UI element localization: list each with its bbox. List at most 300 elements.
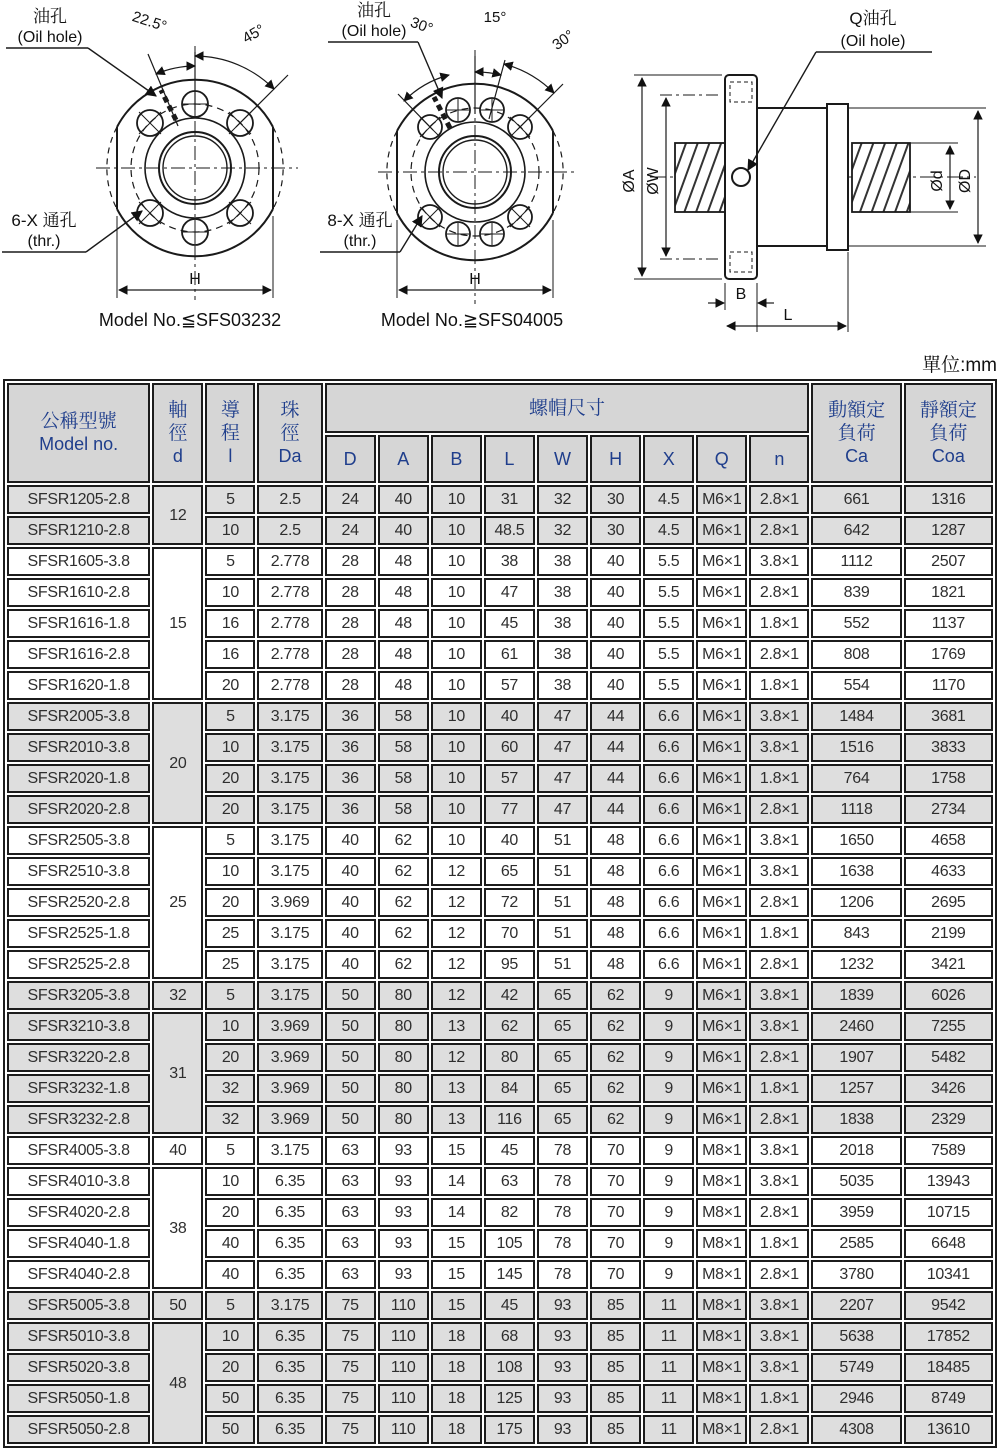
spec-cell: 14: [431, 1198, 482, 1227]
bore-circle: [439, 136, 511, 208]
spec-cell: 20: [205, 795, 255, 824]
spec-cell: 554: [811, 671, 901, 700]
dia-D-label: ØD: [957, 169, 974, 193]
spec-cell: 31: [484, 485, 535, 514]
spec-cell: 5638: [811, 1322, 901, 1351]
spec-cell: 62: [590, 1043, 641, 1072]
table-row: [7, 1291, 993, 1320]
spec-cell: 32: [205, 1105, 255, 1134]
spec-cell: 58: [378, 795, 429, 824]
spec-cell: 2585: [811, 1229, 901, 1258]
model-cell: SFSR1605-3.8: [7, 547, 150, 576]
spec-cell: 2695: [904, 888, 993, 917]
spec-cell: 60: [484, 733, 535, 762]
screw-shaft-right: [852, 143, 910, 212]
spec-cell: 1.8×1: [749, 671, 809, 700]
spec-cell: 38: [537, 671, 588, 700]
spec-cell: M8×1: [696, 1167, 747, 1196]
spec-cell: 6026: [904, 981, 993, 1010]
spec-cell: 5: [205, 485, 255, 514]
spec-cell: 6.35: [257, 1415, 322, 1444]
spec-cell: 4.5: [643, 516, 694, 545]
spec-cell: 10: [431, 609, 482, 638]
spec-cell: 4658: [904, 826, 993, 855]
model-cell: SFSR3210-3.8: [7, 1012, 150, 1041]
spec-cell: 2.8×1: [749, 795, 809, 824]
spec-cell: 16: [205, 609, 255, 638]
table-row: [7, 702, 993, 731]
spec-cell: 28: [325, 671, 376, 700]
spec-cell: 4633: [904, 857, 993, 886]
spec-cell: 10: [205, 578, 255, 607]
spec-cell: M6×1: [696, 950, 747, 979]
spec-cell: 16: [205, 640, 255, 669]
spec-cell: 50: [325, 981, 376, 1010]
spec-cell: 62: [378, 857, 429, 886]
spec-cell: M8×1: [696, 1384, 747, 1413]
spec-cell: 3.175: [257, 950, 322, 979]
spec-cell: 2.778: [257, 640, 322, 669]
spec-cell: 2.8×1: [749, 640, 809, 669]
spec-cell: 2.8×1: [749, 1260, 809, 1289]
spec-cell: 2.8×1: [749, 888, 809, 917]
spec-cell: 40: [590, 578, 641, 607]
thru-holes-label-cn: 8-X 通孔: [327, 211, 393, 230]
spec-cell: 843: [811, 919, 901, 948]
table-row: [7, 1136, 993, 1165]
angle-arc-15: [475, 72, 501, 75]
spec-cell: 40: [590, 640, 641, 669]
spec-cell: 63: [325, 1136, 376, 1165]
spec-cell: 45: [484, 1291, 535, 1320]
spec-cell: 2018: [811, 1136, 901, 1165]
spec-cell: 6.35: [257, 1229, 322, 1258]
spec-cell: 5749: [811, 1353, 901, 1382]
spec-cell: 3681: [904, 702, 993, 731]
spec-cell: 2199: [904, 919, 993, 948]
spec-cell: 50: [325, 1043, 376, 1072]
spec-cell: 80: [378, 1012, 429, 1041]
spec-cell: 40: [325, 888, 376, 917]
col-subheader-W: W: [537, 435, 588, 483]
spec-cell: 38: [484, 547, 535, 576]
model-cell: SFSR4010-3.8: [7, 1167, 150, 1196]
spec-cell: 1118: [811, 795, 901, 824]
spec-cell: 62: [378, 826, 429, 855]
model-cell: SFSR2525-2.8: [7, 950, 150, 979]
spec-cell: 2.8×1: [749, 485, 809, 514]
spec-cell: 2507: [904, 547, 993, 576]
dia-W-label: ØW: [645, 167, 662, 195]
spec-cell: 3.175: [257, 826, 322, 855]
dia-A-label: ØA: [621, 169, 638, 193]
spec-cell: 8749: [904, 1384, 993, 1413]
spec-cell: 5: [205, 1136, 255, 1165]
spec-cell: 65: [537, 1012, 588, 1041]
model-cell: SFSR2020-1.8: [7, 764, 150, 793]
spec-cell: 13: [431, 1105, 482, 1134]
spec-cell: 2734: [904, 795, 993, 824]
spec-cell: 9: [643, 1043, 694, 1072]
spec-cell: M6×1: [696, 733, 747, 762]
spec-cell: 17852: [904, 1322, 993, 1351]
spec-cell: 839: [811, 578, 901, 607]
spec-cell: M6×1: [696, 1043, 747, 1072]
q-oil-hole-label-cn: Q油孔: [849, 9, 897, 28]
spec-cell: 40: [378, 516, 429, 545]
spec-cell: 10: [431, 516, 482, 545]
spec-cell: 110: [378, 1384, 429, 1413]
spec-cell: 10: [205, 1167, 255, 1196]
oil-hole-label-cn: 油孔: [33, 7, 67, 26]
model-cell: SFSR4040-1.8: [7, 1229, 150, 1258]
model-cell: SFSR5050-2.8: [7, 1415, 150, 1444]
spec-cell: 13: [431, 1012, 482, 1041]
shaft-diameter-cell: 31: [152, 1012, 203, 1134]
col-subheader-D: D: [325, 435, 376, 483]
spec-cell: 48: [590, 919, 641, 948]
spec-cell: 93: [378, 1136, 429, 1165]
shaft-diameter-cell: 25: [152, 826, 203, 979]
spec-cell: 40: [590, 609, 641, 638]
spec-cell: 20: [205, 1353, 255, 1382]
spec-cell: 38: [537, 640, 588, 669]
spec-cell: 85: [590, 1322, 641, 1351]
model-cell: SFSR2520-2.8: [7, 888, 150, 917]
spec-cell: 70: [590, 1198, 641, 1227]
spec-cell: 45: [484, 609, 535, 638]
spec-cell: 1.8×1: [749, 1229, 809, 1258]
spec-cell: 85: [590, 1384, 641, 1413]
angle-label-15: 15°: [483, 9, 507, 26]
spec-cell: 1112: [811, 547, 901, 576]
spec-cell: 6.35: [257, 1384, 322, 1413]
spec-cell: 9: [643, 1229, 694, 1258]
spec-cell: 28: [325, 578, 376, 607]
spec-cell: 3.175: [257, 919, 322, 948]
spec-cell: 20: [205, 888, 255, 917]
spec-cell: 1650: [811, 826, 901, 855]
spec-cell: 3.8×1: [749, 1167, 809, 1196]
thru-holes-label-en: (thr.): [343, 233, 377, 250]
spec-cell: 13943: [904, 1167, 993, 1196]
spec-cell: 62: [378, 950, 429, 979]
spec-cell: 1316: [904, 485, 993, 514]
spec-cell: 77: [484, 795, 535, 824]
spec-cell: 6648: [904, 1229, 993, 1258]
shaft-diameter-cell: 40: [152, 1136, 203, 1165]
unit-label: 單位:mm: [922, 355, 997, 376]
spec-cell: 1.8×1: [749, 1384, 809, 1413]
spec-cell: 36: [325, 795, 376, 824]
spec-cell: 5.5: [643, 578, 694, 607]
spec-cell: 30: [590, 516, 641, 545]
spec-cell: 125: [484, 1384, 535, 1413]
spec-cell: 63: [325, 1260, 376, 1289]
spec-cell: 3.8×1: [749, 733, 809, 762]
spec-cell: 1484: [811, 702, 901, 731]
spec-cell: 75: [325, 1384, 376, 1413]
spec-cell: 44: [590, 764, 641, 793]
col-subheader-L: L: [484, 435, 535, 483]
spec-cell: M6×1: [696, 516, 747, 545]
col-header-dynamic-load: 動額定 負荷 Ca: [811, 383, 901, 483]
spec-cell: 2.8×1: [749, 516, 809, 545]
spec-cell: 2.8×1: [749, 1043, 809, 1072]
spec-cell: 62: [590, 981, 641, 1010]
q-oil-hole-label-en: (Oil hole): [840, 33, 906, 50]
spec-cell: 3780: [811, 1260, 901, 1289]
spec-cell: 6.6: [643, 826, 694, 855]
spec-cell: 48: [378, 547, 429, 576]
spec-cell: 48: [590, 857, 641, 886]
spec-cell: 24: [325, 516, 376, 545]
angle-arc-30-right: [504, 64, 554, 93]
spec-cell: 9: [643, 981, 694, 1010]
spec-cell: 68: [484, 1322, 535, 1351]
thru-holes-label-cn: 6-X 通孔: [11, 211, 77, 230]
spec-cell: 80: [378, 981, 429, 1010]
spec-cell: 14: [431, 1167, 482, 1196]
oil-hole-label-en: (Oil hole): [341, 23, 407, 40]
spec-cell: 12: [431, 888, 482, 917]
spec-cell: 3833: [904, 733, 993, 762]
col-subheader-H: H: [590, 435, 641, 483]
spec-cell: 10: [205, 516, 255, 545]
spec-cell: 12: [431, 1043, 482, 1072]
model-cell: SFSR4005-3.8: [7, 1136, 150, 1165]
spec-cell: 18: [431, 1322, 482, 1351]
spec-table-wrap: [3, 379, 997, 1448]
spec-cell: 3.175: [257, 1136, 322, 1165]
spec-cell: 32: [537, 485, 588, 514]
spec-cell: 2946: [811, 1384, 901, 1413]
spec-cell: 5.5: [643, 547, 694, 576]
spec-cell: 75: [325, 1322, 376, 1351]
model-cell: SFSR2525-1.8: [7, 919, 150, 948]
spec-cell: M8×1: [696, 1322, 747, 1351]
spec-cell: 85: [590, 1353, 641, 1382]
spec-cell: M6×1: [696, 1012, 747, 1041]
model-cell: SFSR5010-3.8: [7, 1322, 150, 1351]
spec-cell: 47: [484, 578, 535, 607]
spec-cell: 2.8×1: [749, 1415, 809, 1444]
spec-cell: 80: [378, 1105, 429, 1134]
spec-cell: 2.8×1: [749, 578, 809, 607]
spec-cell: M6×1: [696, 981, 747, 1010]
spec-cell: 3.175: [257, 857, 322, 886]
caption-6hole: Model No.≦SFS03232: [98, 310, 282, 330]
spec-cell: 15: [431, 1291, 482, 1320]
spec-cell: 78: [537, 1260, 588, 1289]
spec-cell: 93: [378, 1198, 429, 1227]
spec-cell: 6.35: [257, 1260, 322, 1289]
spec-cell: 11: [643, 1291, 694, 1320]
spec-cell: 20: [205, 671, 255, 700]
spec-cell: 20: [205, 764, 255, 793]
spec-cell: 1.8×1: [749, 609, 809, 638]
spec-cell: 48: [590, 950, 641, 979]
spec-cell: 65: [484, 857, 535, 886]
spec-cell: M8×1: [696, 1229, 747, 1258]
spec-cell: 3.175: [257, 981, 322, 1010]
spec-cell: 51: [537, 888, 588, 917]
l-dimension-label: L: [783, 307, 793, 324]
spec-cell: 1839: [811, 981, 901, 1010]
spec-cell: 18: [431, 1353, 482, 1382]
spec-cell: 48: [378, 609, 429, 638]
spec-cell: 116: [484, 1105, 535, 1134]
spec-cell: 72: [484, 888, 535, 917]
spec-cell: 642: [811, 516, 901, 545]
table-row: [7, 547, 993, 576]
spec-cell: 11: [643, 1384, 694, 1413]
spec-cell: 2.778: [257, 609, 322, 638]
spec-cell: 38: [537, 547, 588, 576]
spec-cell: 1769: [904, 640, 993, 669]
spec-cell: 1758: [904, 764, 993, 793]
spec-cell: 70: [590, 1136, 641, 1165]
angle-arc-22-5: [156, 66, 195, 74]
spec-cell: 2207: [811, 1291, 901, 1320]
spec-cell: 12: [431, 857, 482, 886]
spec-cell: 50: [205, 1384, 255, 1413]
model-cell: SFSR5005-3.8: [7, 1291, 150, 1320]
spec-cell: 5: [205, 826, 255, 855]
spec-cell: 808: [811, 640, 901, 669]
thru-holes-label-en: (thr.): [27, 233, 61, 250]
spec-cell: 18: [431, 1384, 482, 1413]
spec-cell: 70: [484, 919, 535, 948]
spec-cell: 51: [537, 919, 588, 948]
model-cell: SFSR1610-2.8: [7, 578, 150, 607]
spec-cell: 3.969: [257, 1074, 322, 1103]
spec-cell: 40: [484, 826, 535, 855]
caption-8hole: Model No.≧SFS04005: [380, 310, 564, 330]
spec-cell: 40: [325, 950, 376, 979]
spec-cell: 50: [325, 1105, 376, 1134]
spec-cell: 10: [205, 1322, 255, 1351]
spec-cell: 40: [205, 1229, 255, 1258]
spec-cell: 6.6: [643, 857, 694, 886]
shaft-diameter-cell: 32: [152, 981, 203, 1010]
spec-cell: 6.35: [257, 1322, 322, 1351]
spec-cell: M6×1: [696, 888, 747, 917]
spec-cell: 105: [484, 1229, 535, 1258]
spec-cell: 175: [484, 1415, 535, 1444]
spec-cell: 1.8×1: [749, 919, 809, 948]
spec-cell: 3.8×1: [749, 1322, 809, 1351]
spec-cell: 3.8×1: [749, 826, 809, 855]
screw-shaft-left: [675, 143, 725, 212]
spec-cell: 62: [484, 1012, 535, 1041]
spec-cell: 13: [431, 1074, 482, 1103]
spec-cell: 47: [537, 733, 588, 762]
spec-cell: M8×1: [696, 1136, 747, 1165]
spec-cell: 9542: [904, 1291, 993, 1320]
spec-cell: 47: [537, 764, 588, 793]
spec-cell: 93: [537, 1353, 588, 1382]
spec-cell: M8×1: [696, 1198, 747, 1227]
spec-cell: 10: [205, 857, 255, 886]
spec-cell: 5: [205, 547, 255, 576]
spec-cell: 2329: [904, 1105, 993, 1134]
spec-cell: 57: [484, 671, 535, 700]
spec-cell: 93: [537, 1291, 588, 1320]
angle-label-22-5: 22.5°: [130, 8, 169, 36]
model-cell: SFSR5020-3.8: [7, 1353, 150, 1382]
spec-cell: 70: [590, 1167, 641, 1196]
model-cell: SFSR1616-2.8: [7, 640, 150, 669]
spec-cell: 48: [590, 888, 641, 917]
spec-cell: 65: [537, 1105, 588, 1134]
spec-cell: M6×1: [696, 702, 747, 731]
spec-cell: 1137: [904, 609, 993, 638]
spec-cell: 51: [537, 950, 588, 979]
col-header-static-load: 靜額定 負荷 Coa: [904, 383, 993, 483]
spec-cell: M6×1: [696, 547, 747, 576]
model-cell: SFSR2020-2.8: [7, 795, 150, 824]
spec-cell: 40: [325, 919, 376, 948]
spec-cell: 6.35: [257, 1167, 322, 1196]
spec-cell: 6.6: [643, 888, 694, 917]
spec-cell: 10: [431, 764, 482, 793]
spec-cell: 6.6: [643, 733, 694, 762]
model-cell: SFSR1620-1.8: [7, 671, 150, 700]
spec-cell: 47: [537, 702, 588, 731]
spec-cell: 48.5: [484, 516, 535, 545]
h-dimension-label: H: [469, 271, 481, 288]
shaft-diameter-cell: 48: [152, 1322, 203, 1444]
spec-cell: 84: [484, 1074, 535, 1103]
spec-cell: M6×1: [696, 795, 747, 824]
col-header-shaft-diameter: 軸 徑 d: [152, 383, 203, 483]
spec-cell: 3.175: [257, 702, 322, 731]
col-header-nut-dimensions: 螺帽尺寸: [325, 383, 810, 433]
model-cell: SFSR5050-1.8: [7, 1384, 150, 1413]
spec-cell: 15: [431, 1260, 482, 1289]
spec-cell: 40: [590, 547, 641, 576]
spec-cell: 1838: [811, 1105, 901, 1134]
spec-cell: 10: [205, 1012, 255, 1041]
spec-cell: 1232: [811, 950, 901, 979]
spec-cell: 50: [205, 1415, 255, 1444]
model-cell: SFSR3232-1.8: [7, 1074, 150, 1103]
col-header-lead: 導 程 l: [205, 383, 255, 483]
spec-cell: 20: [205, 1198, 255, 1227]
spec-cell: 10: [431, 733, 482, 762]
spec-cell: M6×1: [696, 640, 747, 669]
spec-cell: 1.8×1: [749, 764, 809, 793]
spec-cell: 1.8×1: [749, 1074, 809, 1103]
spec-cell: 11: [643, 1353, 694, 1382]
spec-cell: 3.175: [257, 795, 322, 824]
spec-cell: 4.5: [643, 485, 694, 514]
spec-cell: 93: [378, 1167, 429, 1196]
spec-cell: 12: [431, 950, 482, 979]
spec-cell: 10: [431, 795, 482, 824]
nut-flange: [725, 75, 757, 279]
col-subheader-X: X: [643, 435, 694, 483]
spec-cell: 38: [537, 578, 588, 607]
col-subheader-n: n: [749, 435, 809, 483]
spec-cell: 45: [484, 1136, 535, 1165]
model-cell: SFSR4020-2.8: [7, 1198, 150, 1227]
model-cell: SFSR2005-3.8: [7, 702, 150, 731]
spec-cell: 28: [325, 547, 376, 576]
spec-cell: 10: [431, 547, 482, 576]
spec-cell: 110: [378, 1415, 429, 1444]
